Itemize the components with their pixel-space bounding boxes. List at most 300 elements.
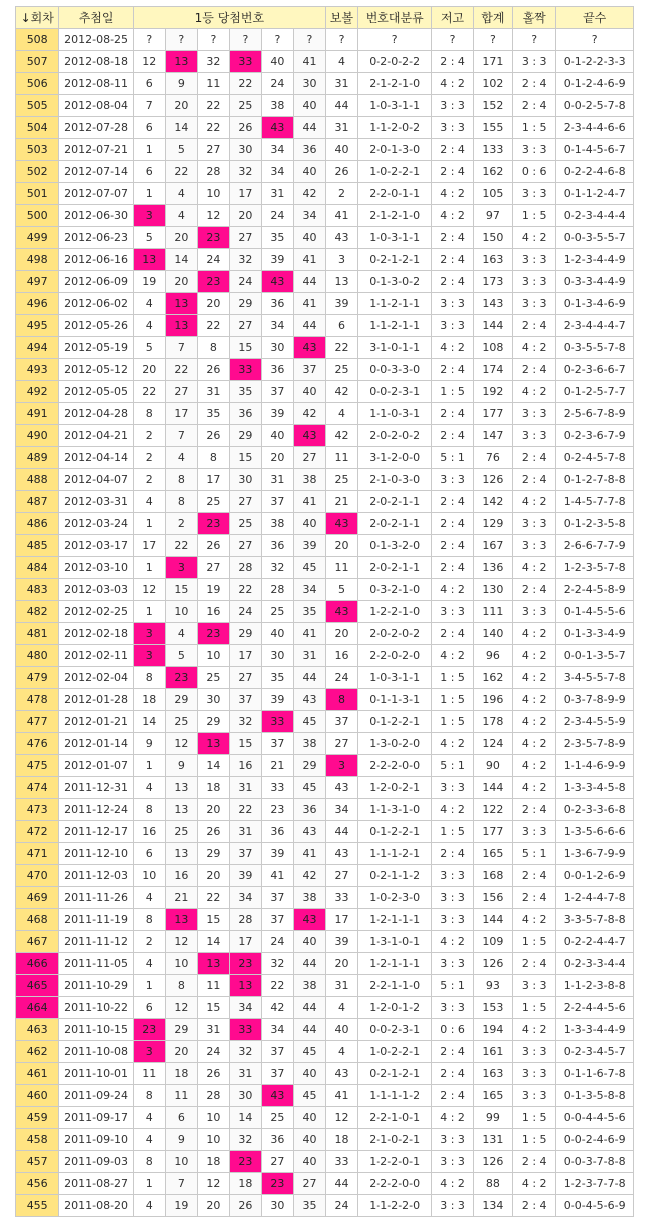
winning-number-cell: 27	[293, 1173, 325, 1195]
date-cell: 2011-12-31	[59, 777, 133, 799]
low-high-cell: 2 : 4	[432, 403, 473, 425]
winning-number-cell: 10	[197, 645, 229, 667]
sum-cell: 97	[473, 205, 512, 227]
winning-number-cell: 24	[261, 205, 293, 227]
winning-number-cell: 2	[165, 513, 197, 535]
low-high-cell: 5 : 1	[432, 447, 473, 469]
distribution-cell: 1-3-0-2-0	[358, 733, 432, 755]
bonus-cell: 42	[325, 381, 357, 403]
odd-even-cell: ?	[513, 29, 556, 51]
odd-even-cell: 1 : 5	[513, 117, 556, 139]
winning-number-cell: 26	[197, 1063, 229, 1085]
last-digits-cell: 0-1-3-4-6-9	[556, 293, 634, 315]
last-digits-cell: 1-3-6-7-9-9	[556, 843, 634, 865]
table-row	[16, 315, 634, 337]
date-cell: 2012-03-24	[59, 513, 133, 535]
odd-even-cell: 4 : 2	[513, 689, 556, 711]
winning-number-cell: 12	[133, 51, 165, 73]
distribution-cell: 1-2-2-1-0	[358, 601, 432, 623]
winning-number-cell: 2	[133, 447, 165, 469]
low-high-cell: 1 : 5	[432, 821, 473, 843]
round-cell: 503	[16, 139, 59, 161]
table-row	[16, 491, 634, 513]
low-high-cell: 3 : 3	[432, 315, 473, 337]
winning-number-cell: 22	[197, 117, 229, 139]
sum-cell: 96	[473, 645, 512, 667]
table-row	[16, 997, 634, 1019]
odd-even-cell: 4 : 2	[513, 1173, 556, 1195]
winning-number-cell: 40	[293, 161, 325, 183]
round-cell: 457	[16, 1151, 59, 1173]
last-digits-cell: 2-2-4-4-5-6	[556, 997, 634, 1019]
date-cell: 2011-09-03	[59, 1151, 133, 1173]
winning-number-cell: 34	[293, 205, 325, 227]
odd-even-cell: 4 : 2	[513, 1019, 556, 1041]
date-cell: 2012-05-12	[59, 359, 133, 381]
distribution-cell: 1-2-1-1-1	[358, 953, 432, 975]
table-row	[16, 821, 634, 843]
table-row	[16, 139, 634, 161]
odd-even-cell: 1 : 5	[513, 1107, 556, 1129]
winning-number-cell: 22	[197, 315, 229, 337]
low-high-cell: 4 : 2	[432, 579, 473, 601]
winning-number-cell: 13	[197, 733, 229, 755]
distribution-cell: 0-0-3-3-0	[358, 359, 432, 381]
winning-number-cell: 44	[293, 271, 325, 293]
winning-number-cell: 16	[197, 601, 229, 623]
last-digits-cell: 0-2-2-4-4-7	[556, 931, 634, 953]
bonus-cell: 3	[325, 755, 357, 777]
winning-number-cell: 13	[165, 777, 197, 799]
winning-number-cell: 14	[197, 931, 229, 953]
winning-number-cell: 8	[133, 1151, 165, 1173]
sum-cell: 152	[473, 95, 512, 117]
date-cell: 2011-10-29	[59, 975, 133, 997]
date-cell: 2011-08-20	[59, 1195, 133, 1217]
bonus-cell: 43	[325, 227, 357, 249]
bonus-cell: 33	[325, 1151, 357, 1173]
winning-number-cell: 6	[165, 1107, 197, 1129]
winning-number-cell: 27	[197, 557, 229, 579]
table-row	[16, 337, 634, 359]
winning-number-cell: 16	[165, 865, 197, 887]
last-digits-cell: 0-0-1-3-5-7	[556, 645, 634, 667]
sum-cell: 131	[473, 1129, 512, 1151]
winning-number-cell: 27	[229, 491, 261, 513]
odd-even-cell: 2 : 4	[513, 469, 556, 491]
last-digits-cell: 2-3-4-4-4-7	[556, 315, 634, 337]
last-digits-cell: 0-2-4-5-7-8	[556, 447, 634, 469]
round-cell: 487	[16, 491, 59, 513]
distribution-cell: 2-1-2-1-0	[358, 73, 432, 95]
date-cell: 2012-08-11	[59, 73, 133, 95]
sum-cell: 177	[473, 821, 512, 843]
sum-cell: 153	[473, 997, 512, 1019]
winning-number-cell: 28	[197, 1085, 229, 1107]
winning-number-cell: ?	[133, 29, 165, 51]
winning-number-cell: 22	[165, 161, 197, 183]
round-cell: 494	[16, 337, 59, 359]
round-cell: 468	[16, 909, 59, 931]
winning-number-cell: 1	[133, 1173, 165, 1195]
winning-number-cell: 4	[165, 623, 197, 645]
winning-number-cell: 27	[229, 667, 261, 689]
odd-even-cell: 3 : 3	[513, 293, 556, 315]
winning-number-cell: 14	[165, 117, 197, 139]
last-digits-cell: 0-1-2-7-8-8	[556, 469, 634, 491]
winning-number-cell: 20	[165, 1041, 197, 1063]
table-row	[16, 425, 634, 447]
last-digits-cell: 0-1-2-4-6-9	[556, 73, 634, 95]
round-cell: 506	[16, 73, 59, 95]
low-high-cell: 3 : 3	[432, 887, 473, 909]
low-high-cell: 2 : 4	[432, 139, 473, 161]
winning-number-cell: 31	[261, 183, 293, 205]
odd-even-cell: 2 : 4	[513, 359, 556, 381]
winning-number-cell: 40	[293, 1063, 325, 1085]
distribution-cell: 2-2-2-0-0	[358, 1173, 432, 1195]
bonus-cell: 27	[325, 865, 357, 887]
low-high-cell: 2 : 4	[432, 1085, 473, 1107]
winning-number-cell: 20	[165, 271, 197, 293]
winning-number-cell: 8	[133, 799, 165, 821]
header-round[interactable]: ↓회차	[16, 7, 59, 29]
winning-number-cell: 38	[293, 975, 325, 997]
table-row	[16, 293, 634, 315]
winning-number-cell: 41	[293, 293, 325, 315]
low-high-cell: 2 : 4	[432, 1041, 473, 1063]
winning-number-cell: 13	[133, 249, 165, 271]
date-cell: 2012-02-04	[59, 667, 133, 689]
sum-cell: 177	[473, 403, 512, 425]
round-cell: 492	[16, 381, 59, 403]
winning-number-cell: 24	[229, 271, 261, 293]
date-cell: 2012-06-02	[59, 293, 133, 315]
round-cell: 484	[16, 557, 59, 579]
bonus-cell: 17	[325, 909, 357, 931]
date-cell: 2012-05-05	[59, 381, 133, 403]
table-row	[16, 1195, 634, 1217]
bonus-cell: 25	[325, 469, 357, 491]
winning-number-cell: 40	[261, 623, 293, 645]
winning-number-cell: 43	[293, 337, 325, 359]
low-high-cell: 3 : 3	[432, 909, 473, 931]
round-cell: 508	[16, 29, 59, 51]
winning-number-cell: 14	[165, 249, 197, 271]
winning-number-cell: 10	[165, 953, 197, 975]
winning-number-cell: 29	[197, 711, 229, 733]
odd-even-cell: 2 : 4	[513, 447, 556, 469]
distribution-cell: 0-0-2-3-1	[358, 381, 432, 403]
round-cell: 481	[16, 623, 59, 645]
winning-number-cell: 38	[261, 513, 293, 535]
winning-number-cell: 1	[133, 139, 165, 161]
date-cell: 2011-10-01	[59, 1063, 133, 1085]
winning-number-cell: 41	[261, 865, 293, 887]
low-high-cell: 5 : 1	[432, 975, 473, 997]
winning-number-cell: 34	[293, 579, 325, 601]
sum-cell: 161	[473, 1041, 512, 1063]
winning-number-cell: 6	[133, 117, 165, 139]
winning-number-cell: 37	[261, 1063, 293, 1085]
last-digits-cell: 2-3-4-5-5-9	[556, 711, 634, 733]
odd-even-cell: 2 : 4	[513, 865, 556, 887]
bonus-cell: 33	[325, 887, 357, 909]
distribution-cell: 2-2-1-0-1	[358, 1107, 432, 1129]
date-cell: 2012-08-25	[59, 29, 133, 51]
distribution-cell: 1-1-1-1-2	[358, 1085, 432, 1107]
winning-number-cell: 37	[261, 887, 293, 909]
odd-even-cell: 3 : 3	[513, 425, 556, 447]
round-cell: 472	[16, 821, 59, 843]
low-high-cell: 3 : 3	[432, 1151, 473, 1173]
table-body	[16, 29, 634, 1217]
sum-cell: 163	[473, 249, 512, 271]
winning-number-cell: 30	[229, 139, 261, 161]
date-cell: 2012-07-07	[59, 183, 133, 205]
round-cell: 456	[16, 1173, 59, 1195]
winning-number-cell: 9	[165, 755, 197, 777]
distribution-cell: 2-2-1-1-0	[358, 975, 432, 997]
odd-even-cell: 3 : 3	[513, 535, 556, 557]
last-digits-cell: 1-4-5-7-7-8	[556, 491, 634, 513]
winning-number-cell: 33	[229, 51, 261, 73]
distribution-cell: 1-0-2-2-1	[358, 1041, 432, 1063]
winning-number-cell: 32	[229, 161, 261, 183]
winning-number-cell: 32	[229, 1129, 261, 1151]
winning-number-cell: 16	[229, 755, 261, 777]
odd-even-cell: 4 : 2	[513, 777, 556, 799]
low-high-cell: 1 : 5	[432, 381, 473, 403]
winning-number-cell: 25	[229, 95, 261, 117]
bonus-cell: 11	[325, 557, 357, 579]
odd-even-cell: 3 : 3	[513, 821, 556, 843]
last-digits-cell: 1-1-4-6-9-9	[556, 755, 634, 777]
sum-cell: 90	[473, 755, 512, 777]
winning-number-cell: 35	[293, 601, 325, 623]
winning-number-cell: 39	[261, 843, 293, 865]
round-cell: 464	[16, 997, 59, 1019]
header-odd-even: 홀짝	[513, 7, 556, 29]
sum-cell: 129	[473, 513, 512, 535]
header-sum: 합계	[473, 7, 512, 29]
last-digits-cell: 1-2-3-5-7-8	[556, 557, 634, 579]
odd-even-cell: 2 : 4	[513, 953, 556, 975]
bonus-cell: 39	[325, 293, 357, 315]
odd-even-cell: 3 : 3	[513, 1063, 556, 1085]
winning-number-cell: 15	[229, 337, 261, 359]
bonus-cell: 26	[325, 161, 357, 183]
winning-number-cell: 20	[165, 227, 197, 249]
winning-number-cell: 39	[261, 403, 293, 425]
sum-cell: 144	[473, 315, 512, 337]
winning-number-cell: 3	[133, 645, 165, 667]
sum-cell: 144	[473, 777, 512, 799]
table-row	[16, 799, 634, 821]
winning-number-cell: 35	[261, 227, 293, 249]
table-row	[16, 975, 634, 997]
date-cell: 2012-01-14	[59, 733, 133, 755]
header-date: 추첨일	[59, 7, 133, 29]
sum-cell: 142	[473, 491, 512, 513]
winning-number-cell: 12	[197, 1173, 229, 1195]
sum-cell: 156	[473, 887, 512, 909]
distribution-cell: 0-2-0-2-2	[358, 51, 432, 73]
winning-number-cell: 20	[197, 799, 229, 821]
winning-number-cell: 22	[197, 95, 229, 117]
round-cell: 505	[16, 95, 59, 117]
distribution-cell: 0-1-1-3-1	[358, 689, 432, 711]
last-digits-cell: 0-0-4-4-5-6	[556, 1107, 634, 1129]
round-cell: 460	[16, 1085, 59, 1107]
last-digits-cell: 0-3-5-5-7-8	[556, 337, 634, 359]
winning-number-cell: 9	[165, 73, 197, 95]
odd-even-cell: 4 : 2	[513, 337, 556, 359]
winning-number-cell: 10	[165, 601, 197, 623]
table-row	[16, 909, 634, 931]
winning-number-cell: 36	[261, 1129, 293, 1151]
winning-number-cell: 11	[197, 975, 229, 997]
bonus-cell: 25	[325, 359, 357, 381]
distribution-cell: 1-2-1-1-1	[358, 909, 432, 931]
winning-number-cell: 29	[197, 843, 229, 865]
bonus-cell: 4	[325, 403, 357, 425]
low-high-cell: 2 : 4	[432, 227, 473, 249]
date-cell: 2011-09-17	[59, 1107, 133, 1129]
winning-number-cell: 41	[293, 843, 325, 865]
table-row	[16, 1129, 634, 1151]
winning-number-cell: 23	[133, 1019, 165, 1041]
table-row	[16, 359, 634, 381]
sum-cell: 174	[473, 359, 512, 381]
winning-number-cell: 23	[197, 623, 229, 645]
bonus-cell: 21	[325, 491, 357, 513]
winning-number-cell: 43	[261, 1085, 293, 1107]
winning-number-cell: 27	[261, 1151, 293, 1173]
winning-number-cell: 40	[293, 227, 325, 249]
winning-number-cell: 4	[133, 1107, 165, 1129]
winning-number-cell: 3	[165, 557, 197, 579]
winning-number-cell: 2	[133, 931, 165, 953]
table-row	[16, 469, 634, 491]
winning-number-cell: 40	[293, 1107, 325, 1129]
winning-number-cell: 31	[197, 381, 229, 403]
round-cell: 473	[16, 799, 59, 821]
odd-even-cell: 0 : 6	[513, 161, 556, 183]
distribution-cell: 1-1-1-2-1	[358, 843, 432, 865]
date-cell: 2012-06-23	[59, 227, 133, 249]
winning-number-cell: ?	[293, 29, 325, 51]
sum-cell: 173	[473, 271, 512, 293]
winning-number-cell: 33	[229, 359, 261, 381]
winning-number-cell: 35	[197, 403, 229, 425]
last-digits-cell: ?	[556, 29, 634, 51]
winning-number-cell: 20	[133, 359, 165, 381]
table-row	[16, 447, 634, 469]
bonus-cell: 44	[325, 1173, 357, 1195]
distribution-cell: 0-1-3-0-2	[358, 271, 432, 293]
bonus-cell: 43	[325, 777, 357, 799]
winning-number-cell: 40	[293, 931, 325, 953]
low-high-cell: 3 : 3	[432, 1129, 473, 1151]
winning-number-cell: ?	[229, 29, 261, 51]
sum-cell: 194	[473, 1019, 512, 1041]
winning-number-cell: 4	[133, 1195, 165, 1217]
table-row	[16, 711, 634, 733]
round-cell: 463	[16, 1019, 59, 1041]
odd-even-cell: 2 : 4	[513, 579, 556, 601]
round-cell: 459	[16, 1107, 59, 1129]
sum-cell: 111	[473, 601, 512, 623]
low-high-cell: 2 : 4	[432, 249, 473, 271]
winning-number-cell: 3	[133, 205, 165, 227]
bonus-cell: 27	[325, 733, 357, 755]
low-high-cell: 2 : 4	[432, 623, 473, 645]
winning-number-cell: 26	[197, 821, 229, 843]
low-high-cell: 2 : 4	[432, 425, 473, 447]
distribution-cell: 1-0-2-3-0	[358, 887, 432, 909]
bonus-cell: 44	[325, 821, 357, 843]
winning-number-cell: 40	[293, 381, 325, 403]
header-last-digits: 끝수	[556, 7, 634, 29]
winning-number-cell: 30	[261, 1195, 293, 1217]
winning-number-cell: 4	[133, 491, 165, 513]
winning-number-cell: 43	[293, 909, 325, 931]
bonus-cell: 12	[325, 1107, 357, 1129]
table-row	[16, 95, 634, 117]
sum-cell: 165	[473, 843, 512, 865]
low-high-cell: 4 : 2	[432, 337, 473, 359]
winning-number-cell: 17	[165, 403, 197, 425]
winning-number-cell: 12	[165, 997, 197, 1019]
winning-number-cell: 18	[197, 1151, 229, 1173]
sum-cell: 124	[473, 733, 512, 755]
winning-number-cell: 34	[229, 997, 261, 1019]
bonus-cell: ?	[325, 29, 357, 51]
winning-number-cell: 32	[261, 557, 293, 579]
sum-cell: 155	[473, 117, 512, 139]
winning-number-cell: 27	[229, 535, 261, 557]
odd-even-cell: 3 : 3	[513, 975, 556, 997]
header-row	[16, 7, 634, 29]
low-high-cell: 4 : 2	[432, 931, 473, 953]
odd-even-cell: 3 : 3	[513, 403, 556, 425]
last-digits-cell: 0-1-4-5-5-6	[556, 601, 634, 623]
table-row	[16, 1151, 634, 1173]
winning-number-cell: 17	[229, 931, 261, 953]
winning-number-cell: 8	[197, 337, 229, 359]
round-cell: 455	[16, 1195, 59, 1217]
odd-even-cell: 2 : 4	[513, 799, 556, 821]
odd-even-cell: 1 : 5	[513, 1129, 556, 1151]
winning-number-cell: 40	[293, 513, 325, 535]
last-digits-cell: 2-5-6-7-8-9	[556, 403, 634, 425]
low-high-cell: 3 : 3	[432, 469, 473, 491]
low-high-cell: 1 : 5	[432, 711, 473, 733]
winning-number-cell: 8	[165, 975, 197, 997]
winning-number-cell: 20	[261, 447, 293, 469]
table-row	[16, 29, 634, 51]
winning-number-cell: 6	[133, 161, 165, 183]
winning-number-cell: 10	[133, 865, 165, 887]
distribution-cell: 1-2-0-1-2	[358, 997, 432, 1019]
date-cell: 2012-02-25	[59, 601, 133, 623]
distribution-cell: 0-2-1-1-2	[358, 865, 432, 887]
sum-cell: 162	[473, 667, 512, 689]
winning-number-cell: 36	[261, 359, 293, 381]
winning-number-cell: 38	[293, 733, 325, 755]
odd-even-cell: 1 : 5	[513, 205, 556, 227]
